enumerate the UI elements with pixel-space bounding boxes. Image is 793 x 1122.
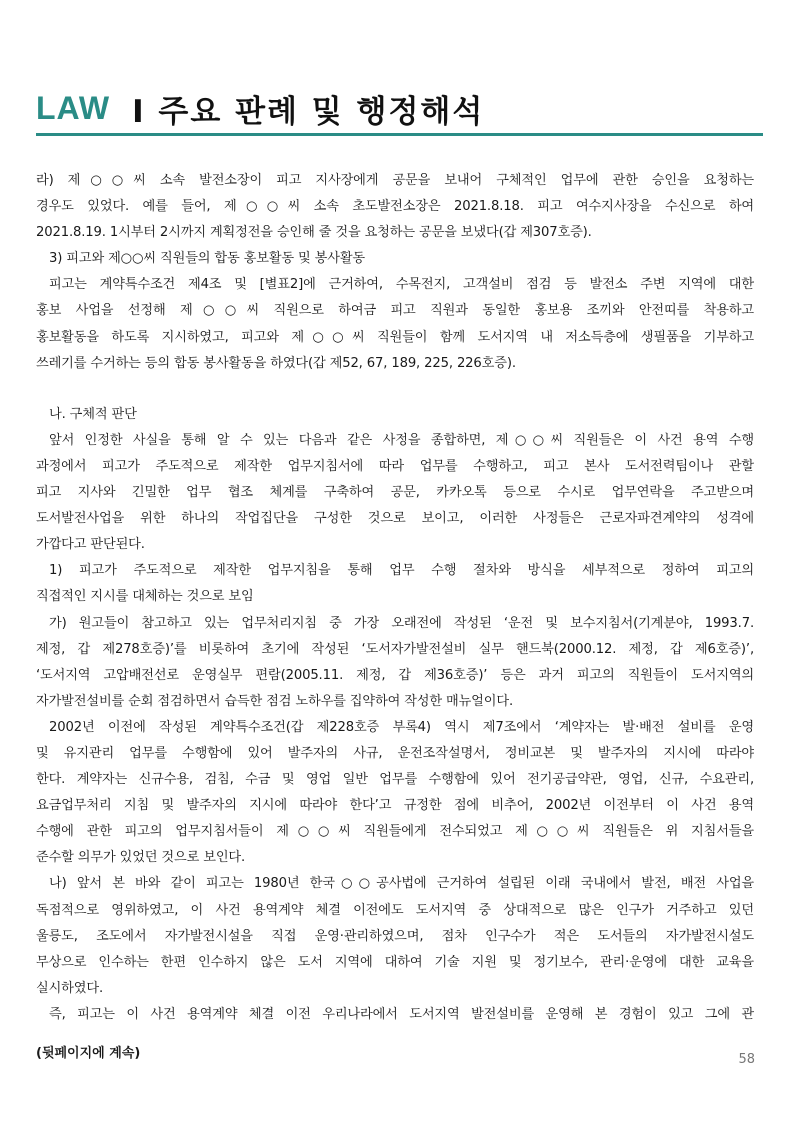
text-line: 무상으로 인수하는 한편 인수하지 않은 도서 지역에 대하여 기술 지원 및 정기보수, 관리·운영에 대한 교육을 [36,954,754,970]
text-line: 홍보 사업을 선정해 제○○씨 직원으로 하여금 피고 직원과 동일한 홍보용 조끼와 안전띠를 착용하고 [36,303,754,319]
text-line: 수행에 관한 피고의 업무지침서들이 제○○씨 직원들에게 전수되었고 제○○씨 직원들은 위 지침서들을 [36,824,754,840]
text-line: 나. 구체적 판단 [49,406,137,422]
text-line: 요금업무처리 지침 및 발주자의 지시에 따라야 한다’고 규정한 점에 비추어, 2002년 이전부터 이 사건 용역 [36,798,754,814]
paragraph-gap [36,377,754,402]
text-line: 직접적인 지시를 대체하는 것으로 보임 [36,589,254,605]
text-line: 독점적으로 영위하였고, 이 사건 용역계약 체결 이전에도 도서지역 중 상대적으로 많은 인구가 거주하고 있던 [36,902,754,918]
text-line: 즉, 피고는 이 사건 용역계약 체결 이전 우리나라에서 도서지역 발전설비를 운영해 본 경험이 있고 그에 관 [49,1006,754,1022]
text-line: 나) 앞서 본 바와 같이 피고는 1980년 한국○○공사법에 근거하여 설립된 이래 국내에서 발전, 배전 사업을 [49,876,754,892]
text-line: 피고 지사와 긴밀한 업무 협조 체계를 구축하여 공문, 카카오톡 등으로 수시로 업무연락을 주고받으며 [36,485,754,501]
text-line: 준수할 의무가 있었던 것으로 보인다. [36,850,246,866]
page-number: 58 [738,1052,755,1067]
text-line: 실시하였다. [36,980,103,996]
page-header [36,86,484,130]
text-line: 가) 원고들이 참고하고 있는 업무처리지침 중 가장 오래전에 작성된 ‘운전 및 보수지침서(기계분야, 1993.7. [49,615,754,631]
text-line: 라) 제○○씨 소속 발전소장이 피고 지사장에게 공문을 보내어 구체적인 업무에 관한 승인을 요청하는 [36,173,754,188]
text-line: 경우도 있었다. 예를 들어, 제○○씨 소속 초도발전소장은 2021.8.18. 피고 여수지사장을 수신으로 하여 [36,199,754,215]
text-line: 과정에서 피고가 주도적으로 제작한 업무지침서에 따라 업무를 수행하고, 피고 본사 도서전력팀이나 관할 [36,458,754,474]
section-title: Ⅰ 주요 판례 및 행정해석 [132,93,485,130]
text-line: 제정, 갑 제278호증)’를 비롯하여 초기에 작성된 ‘도서자가발전설비 실무 핸드북(2000.12. 제정, 갑 제6호증)’, [36,641,754,657]
text-line: 앞서 인정한 사실을 통해 알 수 있는 다음과 같은 사정을 종합하면, 제○○씨 직원들은 이 사건 용역 수행 [49,432,754,448]
continued-note: (뒷페이지에 계속) [36,1046,141,1061]
body-text [36,168,754,1028]
text-line: 및 유지관리 업무를 수행함에 있어 발주자의 사규, 운전조작설명서, 정비교본 및 발주자의 지시에 따라야 [36,745,754,761]
text-line: 자가발전설비를 순회 점검하면서 습득한 점검 노하우를 집약하여 작성한 매뉴얼이다. [36,693,513,709]
text-line: 2002년 이전에 작성된 계약특수조건(갑 제228호증 부록4) 역시 제7조에서 ‘계약자는 발·배전 설비를 운영 [49,719,754,735]
text-line: 가깝다고 판단된다. [36,537,145,553]
text-line: 3) 피고와 제○○씨 직원들의 합동 홍보활동 및 봉사활동 [49,251,366,267]
law-label: LAW [36,89,111,126]
text-line: 쓰레기를 수거하는 등의 합동 봉사활동을 하였다(갑 제52, 67, 189, 225, 226호증). [36,355,516,371]
text-line: 홍보활동을 하도록 지시하였고, 피고와 제○○씨 직원들이 함께 도서지역 내 저소득층에 생필품을 기부하고 [36,329,754,345]
header-rule [36,133,763,136]
text-line: 한다. 계약자는 신규수용, 검침, 수금 및 영업 일반 업무를 수행함에 있어 전기공급약관, 영업, 신규, 수요관리, [36,772,754,788]
text-line: 2021.8.19. 1시부터 2시까지 계획정전을 승인해 줄 것을 요청하는 공문을 보냈다(갑 제307호증). [36,225,592,241]
text-line: ‘도서지역 고압배전선로 운영실무 편람(2005.11. 제정, 갑 제36호증)’ 등은 과거 피고의 직원들이 도서지역의 [36,667,754,683]
text-line: 피고는 계약특수조건 제4조 및 [별표2]에 근거하여, 수목전지, 고객설비 점검 등 발전소 주변 지역에 대한 [49,277,754,293]
text-line: 도서발전사업을 위한 하나의 작업집단을 구성한 것으로 보이고, 이러한 사정들은 근로자파견계약의 성격에 [36,511,754,527]
text-line: 울릉도, 조도에서 자가발전시설을 직접 운영·관리하였으며, 점차 인구수가 적은 도서들의 자가발전시설도 [36,928,754,944]
text-line: 1) 피고가 주도적으로 제작한 업무지침을 통해 업무 수행 절차와 방식을 세부적으로 정하여 피고의 [49,563,754,579]
